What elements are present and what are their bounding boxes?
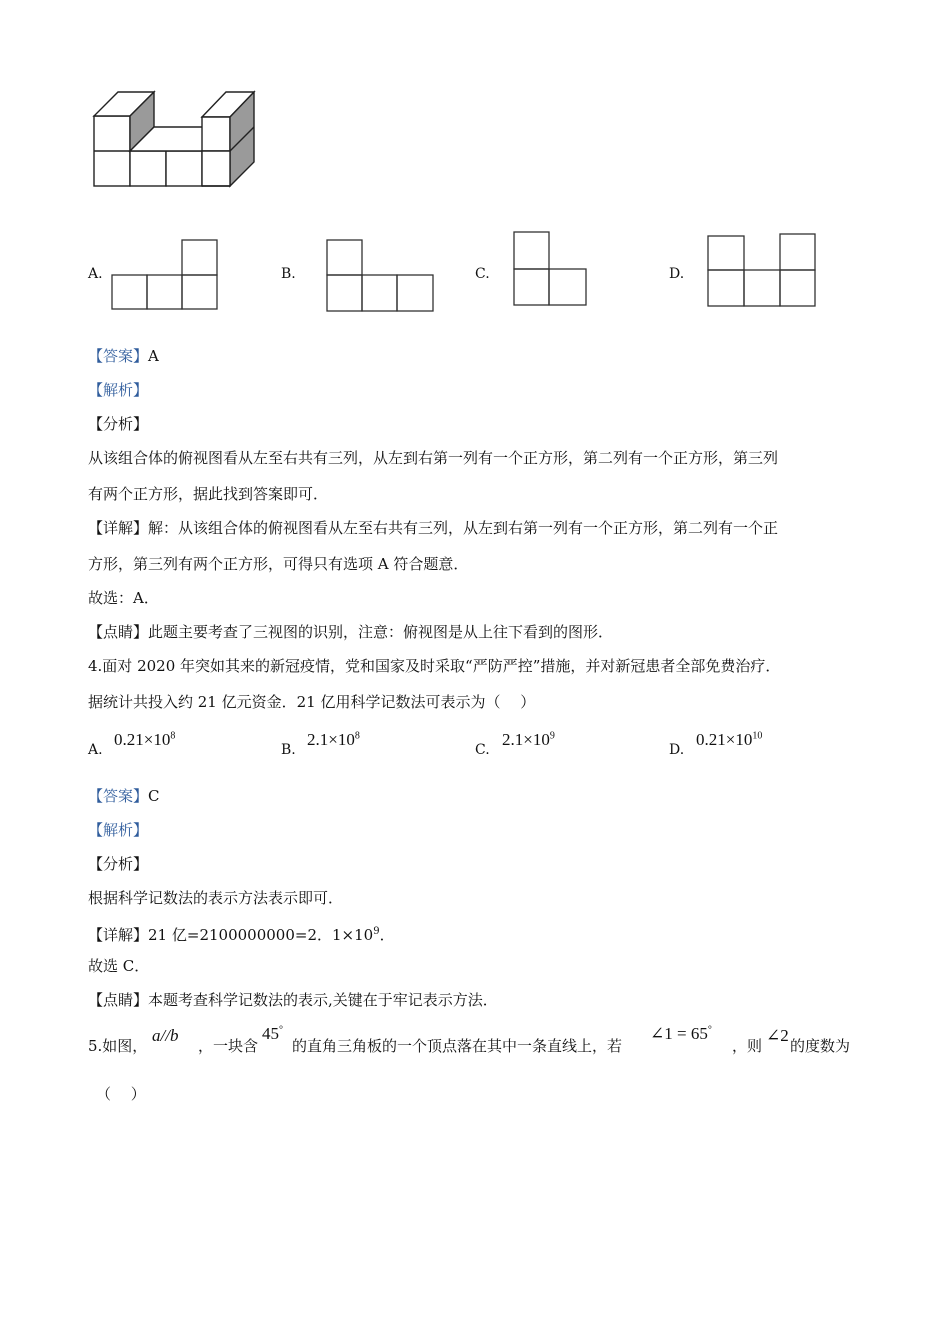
q5-angle1: ∠1 = 65° (650, 1024, 712, 1043)
q5-angle1-value: ∠1 = 65 (650, 1024, 708, 1043)
q5-deg45: 45° (262, 1024, 283, 1043)
q4-option-a-exp: 8 (170, 730, 176, 742)
option-b-figure (325, 238, 440, 313)
q5-angle2: ∠2 (766, 1026, 789, 1045)
q4-option-c-label: C. (475, 742, 490, 758)
q4-analysis-tag: 【解析】 (88, 821, 149, 839)
q4-option-a-label: A. (88, 742, 103, 758)
q3-detail-line2: 方形，第三列有两个正方形，可得只有选项 A 符合题意． (88, 555, 469, 573)
option-a-figure (110, 238, 220, 313)
q3-choose: 故选：A． (88, 589, 159, 607)
q4-choose: 故选 C． (88, 957, 150, 975)
q4-option-d-exp: 10 (752, 730, 763, 742)
option-c-figure (512, 230, 592, 310)
note-tag: 【点睛】 (88, 991, 149, 1009)
q4-fenxi-tag: 【分析】 (88, 855, 149, 873)
note-text: 本题考查科学记数法的表示,关键在于牢记表示方法． (148, 991, 498, 1009)
q4-fenxi: 根据科学记数法的表示方法表示即可． (88, 889, 344, 907)
solid-figure (88, 82, 288, 202)
answer-value: C (148, 787, 160, 805)
q5-mid2: 的直角三角板的一个顶点落在其中一条直线上，若 (292, 1037, 623, 1055)
q4-option-d-value (696, 730, 762, 750)
option-a-label: A. (88, 266, 103, 282)
q3-fenxi-line1: 从该组合体的俯视图看从左至右共有三列，从左到右第一列有一个正方形，第二列有一个正方形，第三列 (88, 449, 779, 467)
q3-note (88, 622, 613, 642)
answer-value: A (148, 347, 159, 365)
q4-option-b-value (307, 730, 360, 750)
q4-note (88, 990, 498, 1010)
q4-option-c-exp: 9 (549, 730, 555, 742)
q4-option-c-base: 2.1×10 (502, 730, 550, 749)
detail-tag: 【详解】 (88, 926, 149, 944)
q4-option-b-label: B. (281, 742, 296, 758)
q5-paren: （ ） (96, 1085, 146, 1103)
q5-prefix: 5.如图， (88, 1037, 148, 1055)
detail-text: 21 亿=2100000000=2．1×10 (148, 926, 374, 944)
q5-suffix: 的度数为 (790, 1037, 851, 1055)
q4-stem-line2: 据统计共投入约 21 亿元资金．21 亿用科学记数法可表示为（ ） (88, 693, 536, 711)
q4-option-a-value (114, 730, 175, 750)
option-b-label: B. (281, 266, 296, 282)
detail-text: 解：从该组合体的俯视图看从左至右共有三列，从左到右第一列有一个正方形，第二列有一个正 (148, 519, 779, 537)
option-d-label: D. (669, 266, 685, 282)
note-text: 此题主要考查了三视图的识别，注意：俯视图是从上往下看到的图形． (148, 623, 614, 641)
detail-exp: 9 (373, 926, 380, 937)
q5-mid3: ，则 (732, 1037, 763, 1055)
q3-analysis-tag: 【解析】 (88, 381, 149, 399)
q4-stem-line1: 4.面对 2020 年突如其来的新冠疫情，党和国家及时采取“严防严控”措施，并对新冠患者全部免费治疗． (88, 657, 781, 675)
q4-option-a-base: 0.21×10 (114, 730, 171, 749)
q4-detail (88, 922, 395, 945)
q4-answer (88, 786, 160, 806)
q4-option-d-base: 0.21×10 (696, 730, 753, 749)
q5-mid1: ，一块含 (198, 1037, 259, 1055)
option-c-label: C. (475, 266, 490, 282)
q4-option-d-label: D. (669, 742, 685, 758)
note-tag: 【点睛】 (88, 623, 149, 641)
detail-end: ． (379, 926, 395, 944)
q3-answer (88, 346, 159, 366)
q4-option-c-value (502, 730, 555, 750)
q3-detail-line1 (88, 518, 778, 538)
q3-fenxi-tag: 【分析】 (88, 415, 149, 433)
q4-option-b-base: 2.1×10 (307, 730, 355, 749)
q3-fenxi-line2: 有两个正方形，据此找到答案即可． (88, 485, 329, 503)
detail-tag: 【详解】 (88, 519, 149, 537)
q5-deg45-value: 45 (262, 1024, 279, 1043)
q4-option-b-exp: 8 (354, 730, 360, 742)
q5-parallel: a//b (152, 1026, 179, 1045)
answer-tag: 【答案】 (88, 787, 149, 805)
option-d-figure (706, 232, 821, 312)
answer-tag: 【答案】 (88, 347, 149, 365)
